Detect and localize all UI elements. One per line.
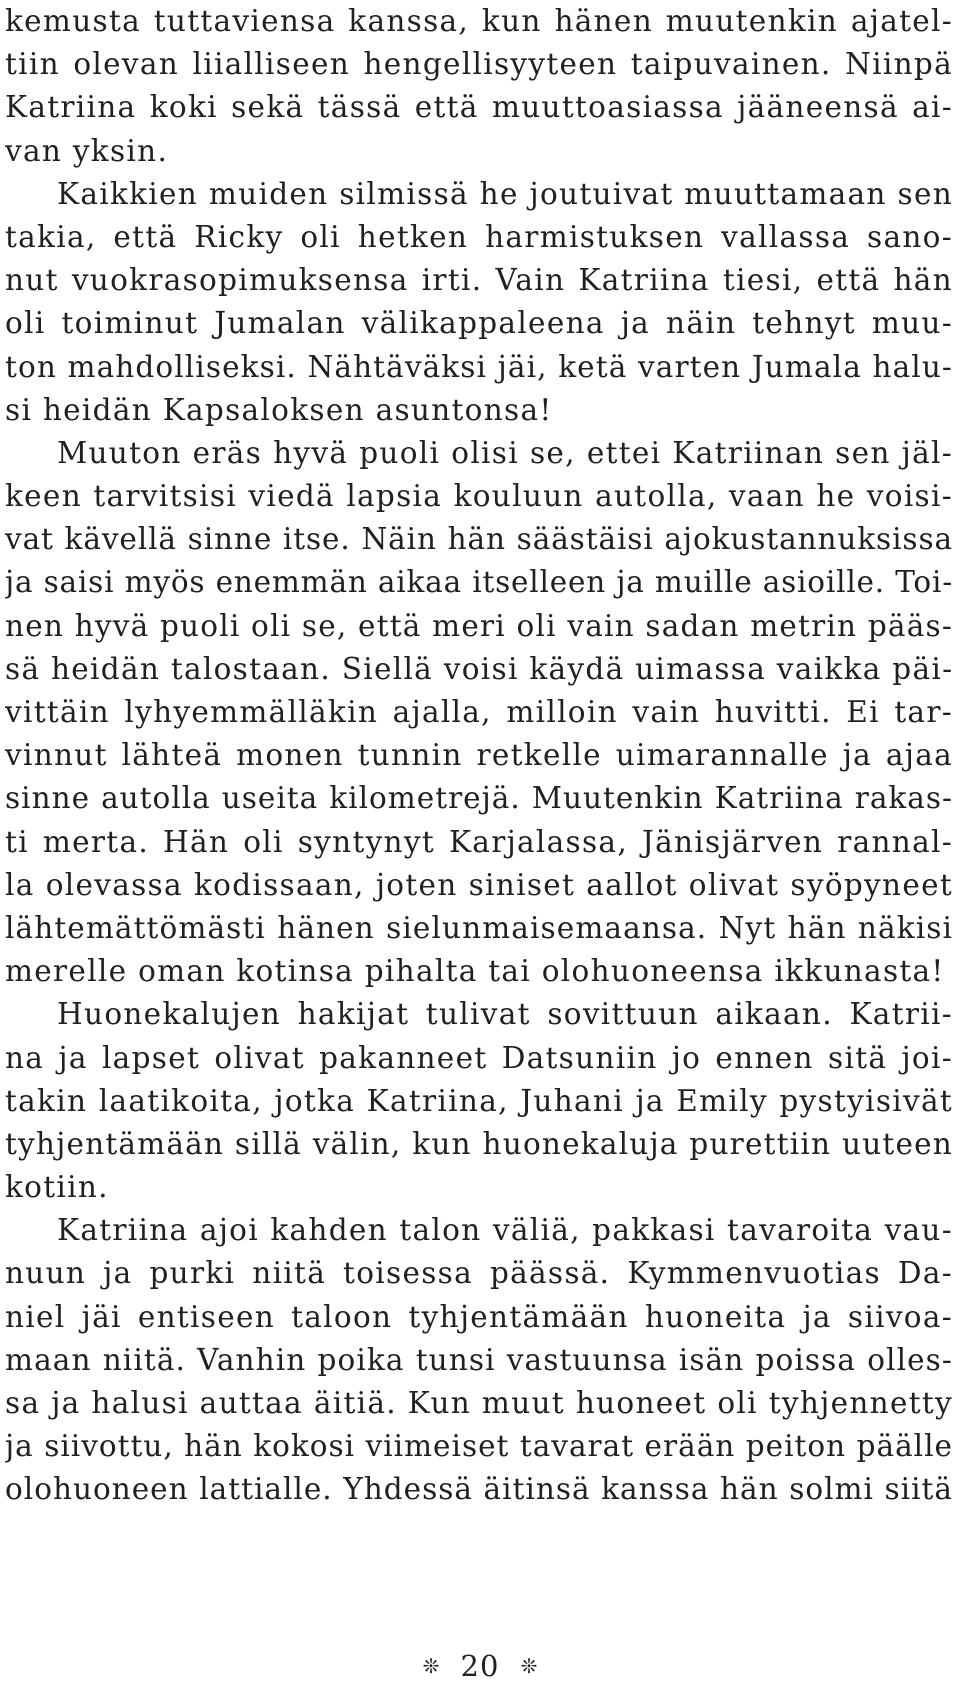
text-line: Kaikkien muiden silmissä he joutuivat muuttamaan sen xyxy=(57,176,953,211)
text-line: na ja lapset olivat pakanneet Datsuniin jo ennen sitä joi- xyxy=(5,1040,953,1075)
text-line: tiin olevan liialliseen hengellisyyteen taipuvainen. Niinpä xyxy=(5,47,953,82)
text-line: maan niitä. Vanhin poika tunsi vastuunsa isän poissa olles- xyxy=(5,1342,953,1377)
text-line: merelle oman kotinsa pihalta tai olohuoneensa ikkunasta! xyxy=(5,954,945,989)
ornament-left-icon: ❊ xyxy=(422,1654,440,1678)
text-line: ja siivottu, hän kokosi viimeiset tavarat erään peiton päälle xyxy=(5,1429,953,1464)
ornament-right-icon: ❊ xyxy=(520,1654,538,1678)
body-text xyxy=(5,0,953,1512)
text-line: nen hyvä puoli oli se, että meri oli vain sadan metrin pääs- xyxy=(5,608,953,643)
text-line: kemusta tuttaviensa kanssa, kun hänen muutenkin ajatel- xyxy=(5,4,953,38)
text-line: tyhjentämään sillä välin, kun huonekaluja purettiin uuteen xyxy=(5,1126,953,1161)
text-line: ja saisi myös enemmän aikaa itselleen ja muille asioille. Toi- xyxy=(5,565,953,600)
text-line: vinnut lähteä monen tunnin retkelle uimarannalle ja ajaa xyxy=(5,738,953,773)
text-line: ti merta. Hän oli syntynyt Karjalassa, Jänisjärven rannal- xyxy=(5,824,953,859)
text-line: sa ja halusi auttaa äitiä. Kun muut huoneet oli tyhjennetty xyxy=(5,1386,953,1420)
text-line: kotiin. xyxy=(5,1170,109,1205)
text-line: niel jäi entiseen taloon tyhjentämään huoneita ja siivoa- xyxy=(5,1299,953,1334)
text-line: si heidän Kapsaloksen asuntonsa! xyxy=(5,392,553,427)
text-line: sä heidän talostaan. Siellä voisi käydä uimassa vaikka päi- xyxy=(5,651,953,686)
text-line: takia, että Ricky oli hetken harmistuksen vallassa sano- xyxy=(5,219,953,254)
text-line: olohuoneen lattialle. Yhdessä äitinsä kanssa hän solmi siitä xyxy=(5,1472,953,1507)
text-line: oli toiminut Jumalan välikappaleena ja näin tehnyt muu- xyxy=(5,306,953,341)
page-footer xyxy=(0,1648,960,1684)
text-line: takin laatikoita, jotka Katriina, Juhani ja Emily pystyisivät xyxy=(5,1083,953,1118)
text-line: la olevassa kodissaan, joten siniset aallot olivat syöpyneet xyxy=(5,867,953,902)
text-line: keen tarvitsisi viedä lapsia kouluun autolla, vaan he voisi- xyxy=(5,479,953,514)
text-line: van yksin. xyxy=(5,133,169,168)
text-line: vittäin lyhyemmälläkin ajalla, milloin vain huvitti. Ei tar- xyxy=(5,695,953,729)
text-line: Katriina ajoi kahden talon väliä, pakkasi tavaroita vau- xyxy=(57,1213,953,1248)
text-line: Katriina koki sekä tässä että muuttoasiassa jääneensä ai- xyxy=(5,90,953,125)
text-line: ton mahdolliseksi. Nähtäväksi jäi, ketä varten Jumala halu- xyxy=(5,349,953,384)
text-line: nut vuokrasopimuksensa irti. Vain Katriina tiesi, että hän xyxy=(5,263,953,298)
text-line: lähtemättömästi hänen sielunmaisemaansa. Nyt hän näkisi xyxy=(5,910,953,945)
page-number: 20 xyxy=(460,1649,500,1683)
text-line: sinne autolla useita kilometrejä. Muutenkin Katriina rakas- xyxy=(5,781,953,816)
text-line: Huonekalujen hakijat tulivat sovittuun aikaan. Katrii- xyxy=(57,997,953,1032)
text-line: vat kävellä sinne itse. Näin hän säästäisi ajokustannuksissa xyxy=(5,522,953,557)
text-line: nuun ja purki niitä toisessa päässä. Kymmenvuotias Da- xyxy=(5,1256,953,1291)
text-line: Muuton eräs hyvä puoli olisi se, ettei Katriinan sen jäl- xyxy=(57,435,953,470)
